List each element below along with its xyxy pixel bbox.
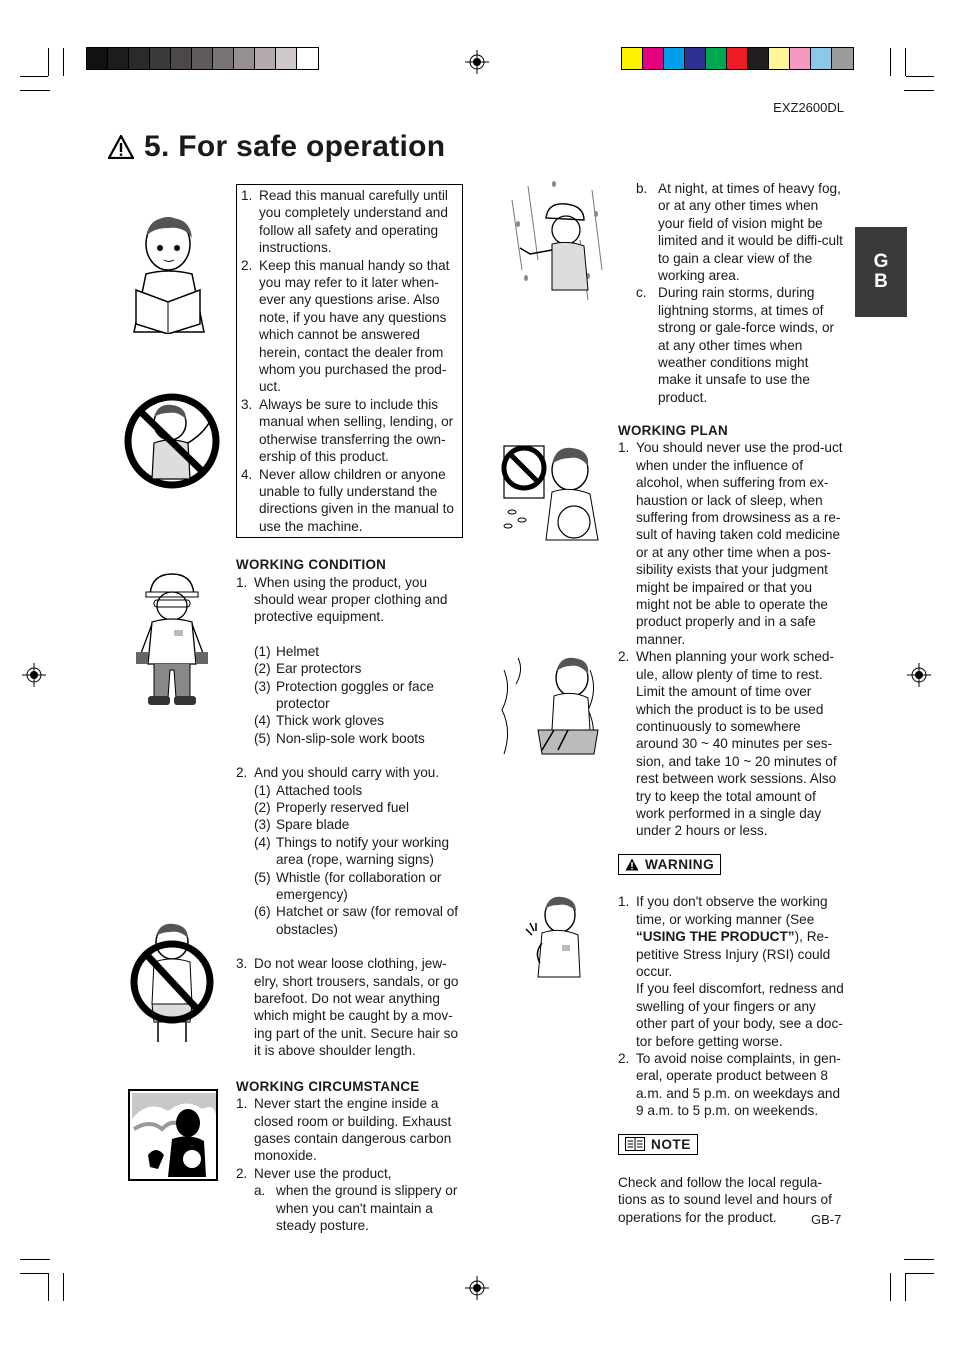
color-swatch xyxy=(748,48,769,69)
warning-triangle-icon xyxy=(625,858,639,871)
color-swatch xyxy=(234,48,255,69)
list-item: 4. Never allow children or anyone unable to fully understand the directions given in the manual to use the machine. xyxy=(241,466,454,534)
note-badge xyxy=(618,1134,698,1155)
list-item: 2. When planning your work sched-ule, allow plenty of time to rest. Limit the amount of time over which the product is to be used continuously to somewhere around 30 ~ 40 minutes per ses-sion, and take 10 ~ 20 minutes of rest between work sessions. Also try to keep the total amount of work performed in a single day under 2 hours or less. xyxy=(618,649,837,839)
registration-mark-icon xyxy=(465,50,489,74)
registration-mark-icon xyxy=(22,663,46,687)
list-item: (6) Hatchet or saw (for removal of obstacles) xyxy=(254,904,459,937)
bad-weather-rain-illustration xyxy=(508,180,606,302)
section-reference: “USING THE PRODUCT” xyxy=(636,929,795,945)
list-item-text: Never start the engine inside a closed room or building. Exhaust gases contain dangerous carbon monoxide. xyxy=(254,1096,452,1164)
list-item-text: If you don't observe the working time, or working manner (See xyxy=(636,894,828,927)
intro-list xyxy=(241,187,458,535)
list-item: 3. Do not wear loose clothing, jew-elry, short trousers, sandals, or go barefoot. Do not wear anything which might be caught by a mov-ing part of the unit. Secure hair so it is above shoulder length. xyxy=(236,956,459,1059)
circumstance-sublist-continued xyxy=(636,180,845,406)
registration-mark-icon xyxy=(907,663,931,687)
carbon-monoxide-indoors-illustration xyxy=(128,1089,218,1181)
list-item-text: Properly reserved fuel xyxy=(276,800,409,815)
color-swatch xyxy=(108,48,129,69)
list-item-text: When using the product, you should wear proper clothing and protective equipment. xyxy=(254,574,448,625)
color-swatch xyxy=(255,48,276,69)
list-item-text: Spare blade xyxy=(276,817,350,833)
list-item-text: Things to notify your working area (rope, warning signs) xyxy=(276,834,450,868)
crop-mark xyxy=(905,48,906,76)
note-label: NOTE xyxy=(651,1136,691,1152)
list-item-text: You should never use the prod-uct when under the influence of alcohol, when suffering from ex-haustion or lack of sleep, when suffering from drowsiness as a re-sult of having taken cold medicine or at any other time when a pos-sibility exists that your judgment might be impaired or that you might not be able to operate the product properly and in a safe manner. xyxy=(636,440,843,647)
note-text: Check and follow the local regula-tions as to sound level and hours of operations for the product. xyxy=(618,1174,832,1225)
no-alcohol-tired-worker-illustration xyxy=(498,440,608,546)
crop-mark xyxy=(63,1273,64,1301)
color-swatch xyxy=(192,48,213,69)
color-swatch xyxy=(811,48,832,69)
crop-mark xyxy=(20,76,48,77)
list-item-text: Helmet xyxy=(276,643,320,659)
crop-mark xyxy=(890,48,891,76)
list-item: (2) Properly reserved fuel xyxy=(254,800,409,815)
list-item-text: If you feel discomfort, redness and swelling of your fingers or any other part of your body, see a doc-tor before getting worse. xyxy=(636,981,844,1049)
list-item: (4) Thick work gloves xyxy=(254,713,385,729)
crop-mark xyxy=(48,48,49,76)
color-swatch xyxy=(87,48,108,69)
language-tab xyxy=(855,227,907,317)
no-children-prohibition-illustration xyxy=(124,393,220,489)
working-condition-list xyxy=(236,574,463,1060)
list-item: 1. When using the product, you should wear proper clothing and protective equipment. (1) Helmet (2) Ear protectors (3) Protection goggles or face protector (4) Thick work gloves (5) Non-slip-sole work boots xyxy=(236,574,463,765)
list-item-text: Thick work gloves xyxy=(276,713,385,729)
page-title-text: 5. For safe operation xyxy=(144,130,446,163)
list-item-text: Read this manual carefully until you completely understand and follow all safety and operating instructions. xyxy=(259,188,448,256)
warning-triangle-icon xyxy=(108,135,134,159)
registration-mark-icon xyxy=(465,1276,489,1300)
crop-mark xyxy=(63,48,64,76)
list-item: (1) Attached tools xyxy=(254,782,363,798)
carry-items-list xyxy=(254,782,463,939)
right-column xyxy=(636,180,845,406)
color-swatch xyxy=(706,48,727,69)
page-title xyxy=(108,130,445,164)
no-loose-clothing-prohibition-illustration xyxy=(128,918,216,1050)
crop-mark xyxy=(48,1273,49,1301)
color-swatch xyxy=(129,48,150,69)
color-swatch xyxy=(769,48,790,69)
crop-mark xyxy=(20,90,50,91)
list-item: (4) Things to notify your working area (rope, warning signs) xyxy=(254,834,450,868)
working-circumstance-heading: WORKING CIRCUMSTANCE xyxy=(236,1078,420,1094)
crop-mark xyxy=(906,76,934,77)
list-item: 2. Keep this manual handy so that you may refer to it later when-ever any questions arise. Also note, if you have any questions which cannot be answered herein, contact the dealer from whom you purchased the prod-uct. xyxy=(241,257,450,395)
warning-badge xyxy=(618,854,721,875)
list-item: a. when the ground is slippery or when you can't maintain a steady posture. xyxy=(254,1183,458,1233)
color-swatch xyxy=(276,48,297,69)
language-tab-letter: B xyxy=(874,271,888,292)
color-swatch xyxy=(790,48,811,69)
list-item: 3. Always be sure to include this manual when selling, lending, or otherwise transferring the own-ership of this product. xyxy=(241,396,454,465)
fatigued-worker-resting-illustration xyxy=(498,650,606,760)
left-column xyxy=(236,184,463,1234)
list-item-text: At night, at times of heavy fog, or at any other times when your field of vision might be limited and it would be diffi-cult to gain a clear view of the working area. xyxy=(658,181,843,284)
list-item-text: when the ground is slippery or when you can't maintain a steady posture. xyxy=(276,1183,458,1233)
list-item-text: Whistle (for collaboration or emergency) xyxy=(276,869,442,903)
model-number: EXZ2600DL xyxy=(773,100,844,115)
list-item: (2) Ear protectors xyxy=(254,661,362,677)
worker-with-protective-equipment-illustration xyxy=(134,570,210,708)
list-item-text: Ear protectors xyxy=(276,661,362,677)
grayscale-color-bar xyxy=(86,47,319,70)
color-swatch xyxy=(832,48,853,69)
list-item-text: Do not wear loose clothing, jew-elry, short trousers, sandals, or go barefoot. Do not wear anything which might be caught by a mov-ing part of the unit. Secure hair so it is above shoulder length. xyxy=(254,956,459,1059)
crop-mark xyxy=(20,1273,48,1274)
crop-mark xyxy=(20,1259,50,1260)
list-item-text: Non-slip-sole work boots xyxy=(276,730,425,746)
repetitive-stress-injury-hand-illustration xyxy=(524,893,588,979)
list-item-text: Attached tools xyxy=(276,782,363,798)
process-color-bar xyxy=(621,47,854,70)
list-item: (3) Spare blade xyxy=(254,817,350,833)
person-reading-manual-illustration xyxy=(128,212,210,334)
list-item: 2. To avoid noise complaints, in gen-eral, operate product between 8 a.m. and 5 p.m. on weekdays and 9 a.m. to 5 p.m. on weekends. xyxy=(618,1051,841,1119)
color-swatch xyxy=(171,48,192,69)
list-item: (5) Non-slip-sole work boots xyxy=(254,730,425,746)
list-item-text: Keep this manual handy so that you may refer to it later when-ever any questions arise. Also note, if you have any questions which cannot be answered herein, contact the dealer from whom you purchased the prod-uct. xyxy=(259,257,450,395)
list-item-text: When planning your work sched-ule, allow plenty of time to rest. Limit the amount of time over which the product is to be used continuously to somewhere around 30 ~ 40 minutes per ses-sion, and take 10 ~ 20 minutes of rest between work sessions. Also try to keep the total amount of work performed in a single day under 2 hours or less. xyxy=(636,649,837,839)
color-swatch xyxy=(150,48,171,69)
list-item: 1. Read this manual carefully until you completely understand and follow all safety and operating instructions. xyxy=(241,188,448,256)
list-item-text: Never allow children or anyone unable to fully understand the directions given in the manual to use the machine. xyxy=(259,466,454,534)
list-item: 1. You should never use the prod-uct when under the influence of alcohol, when suffering from ex-haustion or lack of sleep, when suffering from drowsiness as a re-sult of having taken cold medicine or at any other time when a pos-sibility exists that your judgment might be impaired or that you might not be able to operate the product properly and in a safe manner. xyxy=(618,440,843,647)
list-item: 2. Never use the product, a. when the ground is slippery or when you can't maintain a steady posture. xyxy=(236,1165,463,1235)
page-number: GB-7 xyxy=(811,1212,842,1227)
color-swatch xyxy=(643,48,664,69)
working-circumstance-list xyxy=(236,1095,463,1234)
color-swatch xyxy=(685,48,706,69)
working-plan-section xyxy=(618,422,845,1226)
language-tab-letter: G xyxy=(873,251,889,272)
list-item: c. During rain storms, during lightning storms, at times of strong or gale-force winds, or at any other times when weather conditions might make it unsafe to use the product. xyxy=(636,285,835,405)
warning-label: WARNING xyxy=(645,856,715,872)
crop-mark xyxy=(904,90,934,91)
list-item-text: ), Re-petitive Stress Injury (RSI) could occur. xyxy=(636,929,831,979)
crop-mark xyxy=(905,1273,906,1301)
list-item-text: And you should carry with you. xyxy=(254,765,440,781)
list-item: (1) Helmet xyxy=(254,643,320,659)
color-swatch xyxy=(297,48,318,69)
list-item: b. At night, at times of heavy fog, or at any other times when your field of vision might be limited and it would be diffi-cult to gain a clear view of the working area. xyxy=(636,181,843,284)
working-plan-heading: WORKING PLAN xyxy=(618,423,728,438)
color-swatch xyxy=(622,48,643,69)
circumstance-sublist xyxy=(254,1182,463,1234)
color-swatch xyxy=(727,48,748,69)
list-item-text: During rain storms, during lightning storms, at times of strong or gale-force winds, or at any other times when weather conditions might make it unsafe to use the product. xyxy=(658,285,835,405)
color-swatch xyxy=(213,48,234,69)
list-item-text: Always be sure to include this manual when selling, lending, or otherwise transferring the own-ership of this product. xyxy=(259,396,454,465)
protective-equipment-list xyxy=(254,643,463,747)
color-swatch xyxy=(664,48,685,69)
list-item-text: Protection goggles or face protector xyxy=(276,678,434,711)
working-plan-list xyxy=(618,439,845,839)
list-item: (3) Protection goggles or face protector xyxy=(254,678,434,711)
list-item-text: Hatchet or saw (for removal of obstacles) xyxy=(276,904,459,937)
list-item: 1. If you don't observe the working time, or working manner (See “USING THE PRODUCT”), Re-petitive Stress Injury (RSI) could occur. If you feel discomfort, redness and swelling of your fingers or any other part of your body, see a doc-tor before getting worse. xyxy=(618,894,844,1049)
working-condition-heading: WORKING CONDITION xyxy=(236,557,387,573)
note-book-icon xyxy=(625,1137,645,1151)
crop-mark xyxy=(906,1273,934,1274)
list-item: (5) Whistle (for collaboration or emergency) xyxy=(254,869,442,903)
list-item-text: To avoid noise complaints, in gen-eral, operate product between 8 a.m. and 5 p.m. on weekdays and 9 a.m. to 5 p.m. on weekends. xyxy=(636,1051,841,1119)
list-item: 2. And you should carry with you. (1) Attached tools (2) Properly reserved fuel (3) Spare blade (4) Things to notify your working area (rope, warning signs) (5) Whistle (for collaboration or emergency) (6) Hatchet or saw (for removal of obstacles) xyxy=(236,764,463,955)
crop-mark xyxy=(890,1273,891,1301)
list-item: 1. Never start the engine inside a closed room or building. Exhaust gases contain dangerous carbon monoxide. xyxy=(236,1096,452,1164)
intro-box xyxy=(236,184,463,538)
warning-list xyxy=(618,893,845,1119)
crop-mark xyxy=(904,1259,934,1260)
list-item-text: Never use the product, xyxy=(254,1165,392,1181)
